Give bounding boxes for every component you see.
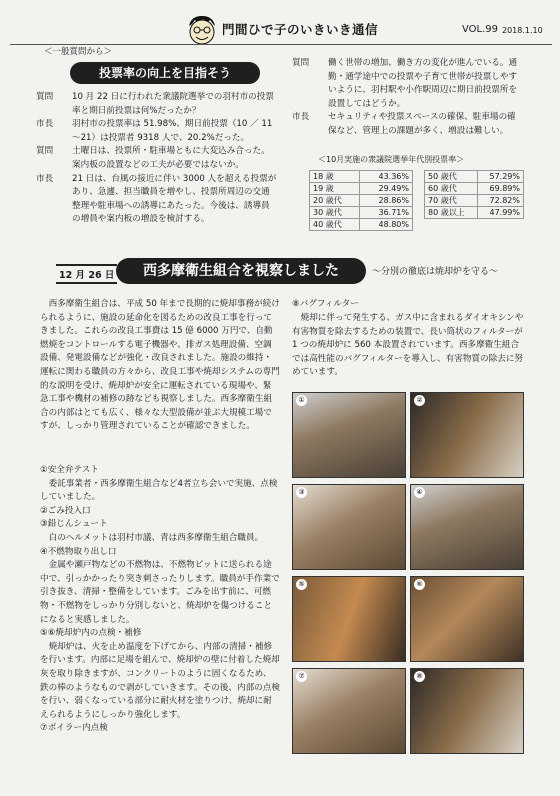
table-row: 30 歳代 36.71% xyxy=(310,207,413,219)
step-title: ④不燃物取り出し口 xyxy=(40,546,117,557)
qa-right-column xyxy=(292,57,524,139)
volume-number: VOL.99 xyxy=(462,24,499,35)
qa-entry: 市長 セキュリティや投票スペースの確保、駐車場の確保など、管理上の課題が多く、増設は難しい。 xyxy=(292,112,516,136)
filter-title: ⑧バグフィルター xyxy=(292,299,359,309)
photo-8: ⑧ xyxy=(410,668,524,754)
qa-entry: 質問 10 月 22 日に行われた衆議院選挙での羽村市の投票率と期日前投票は何%だったか？ xyxy=(36,92,274,116)
qa-entry: 質問 土曜日は、投票所・駐車場ともに大変込み合った。案内板の設置などの工夫が必要ではないか。 xyxy=(36,146,270,170)
qa-entry: 市長 羽村市の投票率は 51.98%、期日前投票（10 ／ 11 ～21）は投票者 9318 人で、20.2%だった。 xyxy=(36,119,273,143)
step-text: 委託事業者・西多摩衛生組合など4者立ち会いで実施、点検していました。 xyxy=(40,478,278,503)
table-row: 18 歳 43.36% xyxy=(310,171,413,183)
photo-5: ⑤ xyxy=(292,576,406,662)
turnout-table-caption: ＜10月実施の衆議院選挙年代別投票率＞ xyxy=(318,155,465,164)
table-row: 50 歳代 57.29% xyxy=(425,171,524,183)
inspection-heading: 西多摩衛生組合を視察しました xyxy=(116,258,366,284)
newsletter-title: 門間ひで子のいきいき通信 xyxy=(222,22,379,37)
step-title: ⑦ボイラー内点検 xyxy=(40,723,108,734)
issue-date: 2018.1.10 xyxy=(502,26,543,35)
turnout-table-left xyxy=(309,170,413,231)
step-title: ①安全弁テスト xyxy=(40,465,99,475)
table-row: 20 歳代 28.86% xyxy=(310,195,413,207)
inspection-subheading: ～分別の徹底は焼却炉を守る～ xyxy=(372,267,499,277)
table-row: 19 歳 29.49% xyxy=(310,183,413,195)
masthead-divider xyxy=(10,44,552,45)
inspection-date: 12 月 26 日 xyxy=(56,264,117,284)
table-row: 60 歳代 69.89% xyxy=(425,183,524,195)
turnout-table-right xyxy=(424,170,524,219)
step-text: 焼却炉は、火を止め温度を下げてから、内部の清掃・補修を行います。内部に足場を組んで、焼却炉の壁に付着した焼却灰を取り除きますが、コンクリートのように固くなるため、鉄の棒のようなもので剥がしていきます。その後、内部の点検を行い、弱くなっている部分に耐火材を塗りつけ、焼却に耐えられるようにしっかり強化します。 xyxy=(40,641,280,720)
step-text: 白のヘルメットは羽村市議、青は西多摩衛生組合職員。 xyxy=(48,532,264,543)
qa-heading: 投票率の向上を目指そう xyxy=(70,62,260,84)
filter-text: 焼却に伴って発生する、ガス中に含まれるダイオキシンや有害物質を除去するための装置で、長い筒状のフィルターが 1 つの焼却炉に 560 本設置されています。西多摩衛生組合では高性能のバグフィルターを導入し、有害物質の除去に努めています。 xyxy=(292,313,524,378)
photo-1: ① xyxy=(292,392,406,478)
inspection-steps xyxy=(40,464,280,736)
table-row: 80 歳以上 47.99% xyxy=(425,207,524,219)
photo-6: ⑥ xyxy=(410,576,524,662)
photo-4: ④ xyxy=(410,484,524,570)
step-title: ③鉛じんシュート xyxy=(40,519,108,530)
table-row: 70 歳代 72.82% xyxy=(425,195,524,207)
table-row: 40 歳代 48.80% xyxy=(310,219,413,231)
photo-7: ⑦ xyxy=(292,668,406,754)
photo-3: ③ xyxy=(292,484,406,570)
inspection-intro: 西多摩衛生組合は、平成 50 年まで長期的に焼却事務が続けられるように、施設の延命化を図るための改良工事を行ってきました。これらの改良工事費は 15 億 6000 万円で、自動燃焼をコントロールする電子機器や、排ガス処理設備、空調設備、発電設備などが強化・改良されました。施設の維持・運転に関わる職員の方々から、改良工事や焼却システムの専門的な説明を受け、焼却炉が安全に運転されている現場や、緊急工事や機材の補修の跡なども視察しました。西多摩衛生組合の内部はとても広く、様々な大型設備が並ぶ大規模工場ですが、しっかり管理されていることが確認できました。 xyxy=(40,299,280,432)
photo-2: ② xyxy=(410,392,524,478)
step-title: ②ごみ投入口 xyxy=(40,505,91,516)
qa-entry: 質問 働く世帯の増加、働き方の変化が進んでいる。通勤・通学途中での投票や子育て世帯が投票しやすいように、羽村駅や小作駅周辺に期日前投票所を設置してはどうか。 xyxy=(292,58,518,109)
qa-left-column xyxy=(36,91,278,227)
category-label: ＜一般質問から＞ xyxy=(44,47,113,57)
step-title: ⑤⑥焼却炉内の点検・補修 xyxy=(40,628,142,639)
qa-entry: 市長 21 日は、台風の接近に伴い 3000 人を超える投票があり、急遽、担当職員を増やし、投票所周辺の交通整理や駐車場への誘導にあたった。今後は、誘導員の増員や案内板の増設を検討する。 xyxy=(36,173,277,225)
step-text: 金属や瀬戸物などの不燃物は、不燃物ピットに送られる途中で、引っかかったり突き刺さったりします。職員が手作業で引き抜き、清掃・整備をしています。ごみを出す前に、可燃物・不燃物をしっかり分別しないと、焼却炉を傷つけることになると実感しました。 xyxy=(40,560,280,625)
author-caricature-icon xyxy=(185,14,219,46)
